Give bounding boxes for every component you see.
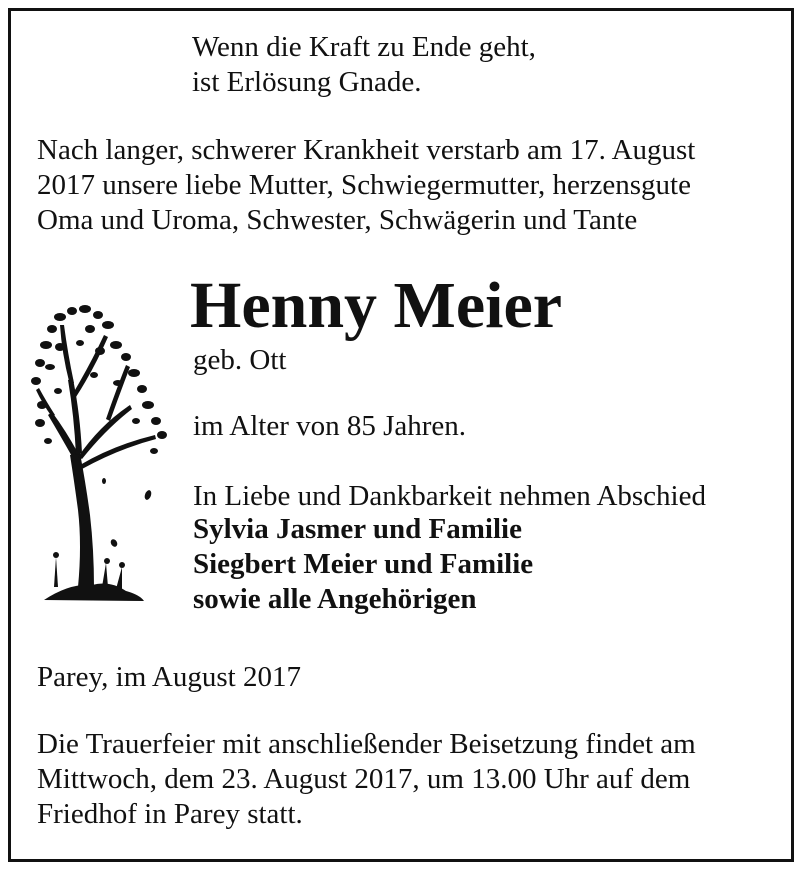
place-date: Parey, im August 2017	[37, 661, 301, 693]
motto-line-2: ist Erlösung Gnade.	[192, 66, 422, 98]
motto	[192, 30, 536, 100]
motto-line-1: Wenn die Kraft zu Ende geht,	[192, 31, 536, 63]
mourner-3: sowie alle Angehörigen	[193, 583, 477, 615]
mourner-1: Sylvia Jasmer und Familie	[193, 513, 522, 545]
intro-line-3: Oma und Uroma, Schwester, Schwägerin und Tante	[37, 204, 638, 236]
intro-line-1: Nach langer, schwerer Krankheit verstarb am 17. August	[37, 134, 696, 166]
intro-line-2: 2017 unsere liebe Mutter, Schwiegermutter, herzensgute	[37, 169, 691, 201]
birth-name: geb. Ott	[193, 344, 287, 376]
funeral-line-1: Die Trauerfeier mit anschließender Beisetzung findet am	[37, 728, 696, 760]
mourners-list	[193, 512, 533, 617]
mourner-2: Siegbert Meier und Familie	[193, 548, 534, 580]
deceased-name: Henny Meier	[190, 269, 563, 342]
tree-silhouette-icon	[30, 295, 180, 610]
age-line: im Alter von 85 Jahren.	[193, 410, 467, 442]
intro-text	[37, 133, 695, 238]
funeral-info	[37, 727, 696, 832]
funeral-line-3: Friedhof in Parey statt.	[37, 798, 303, 830]
funeral-line-2: Mittwoch, dem 23. August 2017, um 13.00 Uhr auf dem	[37, 763, 691, 795]
farewell-intro: In Liebe und Dankbarkeit nehmen Abschied	[193, 480, 706, 512]
